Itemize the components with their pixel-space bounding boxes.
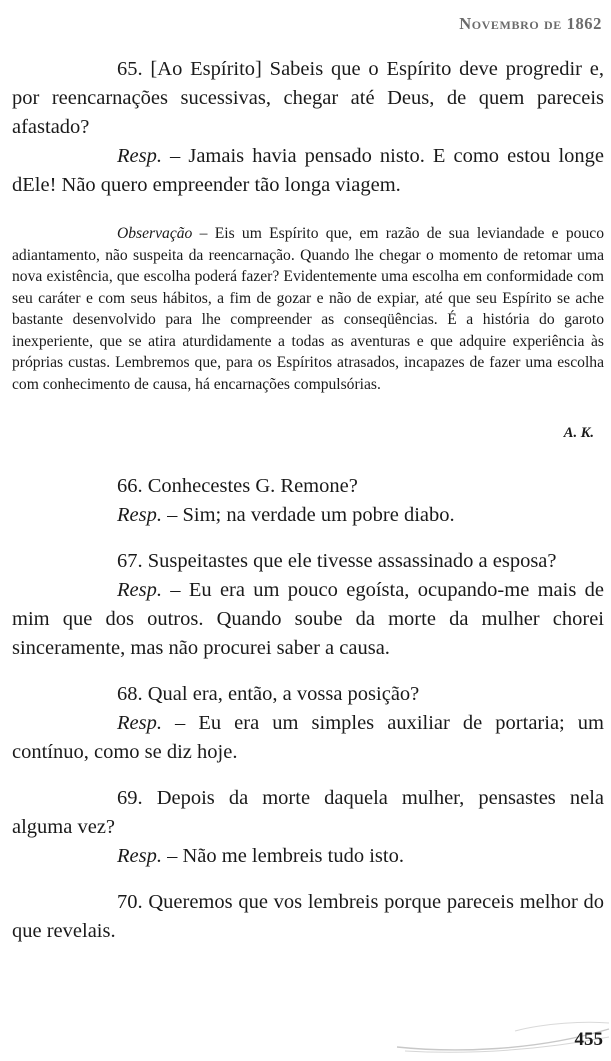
answer-67 bbox=[12, 576, 604, 663]
author-signature: A. K. bbox=[563, 425, 594, 441]
observation-note bbox=[12, 223, 604, 395]
question-68: 68. Qual era, então, a vossa posição? bbox=[117, 683, 420, 705]
resp-label: Resp. bbox=[117, 145, 162, 167]
question-66: 66. Conhecestes G. Remone? bbox=[117, 475, 358, 497]
answer-66 bbox=[12, 501, 604, 530]
resp-label: Resp. bbox=[117, 712, 162, 734]
resp-label: Resp. bbox=[117, 845, 162, 867]
observation-text: – Eis um Espírito que, em razão de sua leviandade e pouco adiantamento, não suspeita da reencarnação. Quando lhe chegar o momento de retomar uma nova existência, que escolha poderá fazer? Evidentemente uma escolha em conformidade com seu caráter e com seus hábitos, a fim de gozar e não de expiar, até que seu Espírito se ache bastante desenvolvido para lhe compreender as conseqüências. É a história do garoto inexperiente, que se atira aturdidamente a todas as aventuras e que adquire experiência às próprias custas. Lembremos que, para os Espíritos atrasados, incapazes de fazer uma escolha com conhecimento de causa, há encarnações compulsórias. bbox=[12, 225, 604, 393]
resp-label: Resp. bbox=[117, 504, 162, 526]
answer-text: – Não me lembreis tudo isto. bbox=[161, 845, 404, 867]
answer-68 bbox=[12, 709, 604, 767]
resp-label: Resp. bbox=[117, 579, 162, 601]
question-67: 67. Suspeitastes que ele tivesse assassinado a esposa? bbox=[117, 550, 557, 572]
page-number: 455 bbox=[574, 1029, 603, 1050]
answer-text: – Eu era um simples auxiliar de portaria; um contínuo, como se diz hoje. bbox=[12, 712, 604, 763]
answer-text: – Sim; na verdade um pobre diabo. bbox=[161, 504, 455, 526]
observation-label: Observação bbox=[117, 225, 193, 242]
answer-65 bbox=[12, 142, 604, 200]
question-70: 70. Queremos que vos lembreis porque pareceis melhor do que revelais. bbox=[12, 891, 604, 942]
answer-text: – Jamais havia pensado nisto. E como estou longe dEle! Não quero empreender tão longa viagem. bbox=[12, 145, 604, 196]
question-69: 69. Depois da morte daquela mulher, pensastes nela alguma vez? bbox=[12, 787, 604, 838]
answer-69 bbox=[12, 842, 604, 871]
answer-text: – Eu era um pouco egoísta, ocupando-me mais de mim que dos outros. Quando soube da morte da mulher chorei sinceramente, mas não procurei saber a causa. bbox=[12, 579, 604, 659]
question-65: 65. [Ao Espírito] Sabeis que o Espírito deve progredir e, por reencarnações sucessivas, chegar até Deus, de quem pareceis afastado? bbox=[12, 58, 604, 138]
page-body bbox=[12, 55, 604, 946]
running-header: Novembro de 1862 bbox=[459, 14, 602, 33]
